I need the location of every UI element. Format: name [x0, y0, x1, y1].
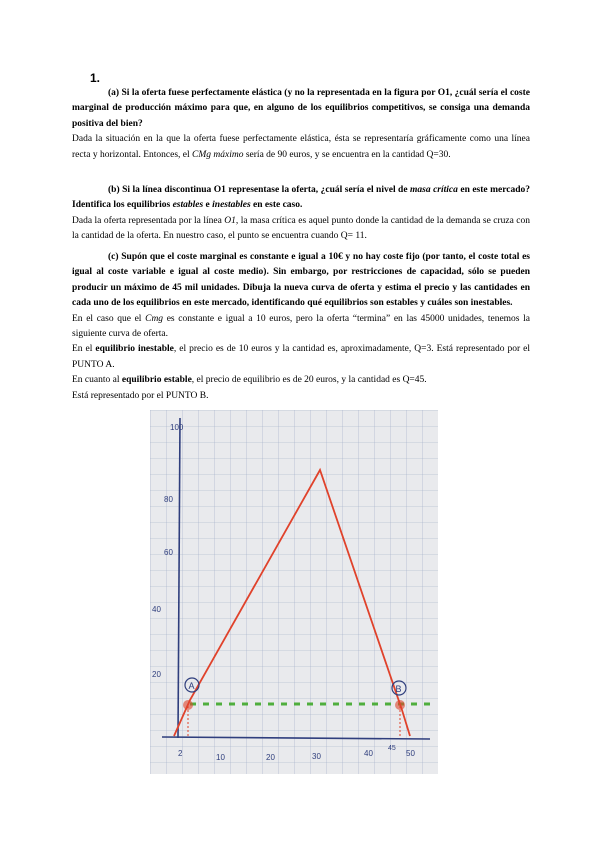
section-a [72, 86, 530, 163]
question-number: 1. [90, 71, 101, 85]
section-c [72, 250, 530, 404]
x-tick: 30 [312, 752, 321, 761]
y-tick: 20 [152, 670, 161, 679]
question-c: (c) Supón que el coste marginal es constante e igual a 10€ y no hay coste fijo (por tanto, el coste total es igual al coste variable e igual al coste medio). Sin embargo, por restricciones de capacidad, sólo se pueden producir un máximo de 45 mil unidades. Dibuja la nueva curva de oferta y estima el precio y las cantidades en cada uno de los equilibrios en este mercado, identificando qué equilibrios son estables y cuáles son inestables. [72, 252, 530, 309]
hand-drawn-graph [150, 410, 438, 774]
question-b: (b) Si la línea discontinua O1 representase la oferta, ¿cuál sería el nivel de masa crítica en este mercado? Identifica los equilibrios estables e inestables en este caso. [72, 185, 531, 211]
point-b-marker [395, 700, 405, 710]
section-b [72, 183, 530, 245]
answer-c-line2: En el equilibrio inestable, el precio es de 10 euros y la cantidad es, aproximadamente, Q=3. Está representado por el PUNTO A. [72, 344, 530, 370]
answer-c-line3: En cuanto al equilibrio estable, el precio de equilibrio es de 20 euros, y la cantidad es Q=45. [72, 375, 427, 386]
answer-b: Dada la oferta representada por la línea O1, la masa crítica es aquel punto donde la cantidad de la demanda se cruza con la cantidad de la oferta. En nuestro caso, el punto se encuentra cuando Q= 11. [72, 215, 530, 242]
point-a-label: A [188, 681, 195, 691]
answer-c-line4: Está representado por el PUNTO B. [72, 390, 209, 401]
y-tick: 40 [152, 605, 161, 614]
y-tick: 80 [164, 495, 173, 504]
x-tick: 40 [364, 749, 373, 758]
graph-grid [150, 410, 438, 774]
x-tick: 10 [216, 753, 225, 762]
y-tick: 100 [170, 423, 184, 432]
x-tick: 45 [388, 745, 396, 752]
answer-c-line1: En el caso que el Cmg es constante e igual a 10 euros, pero la oferta “termina” en las 45000 unidades, tenemos la siguiente curva de oferta. [72, 313, 530, 340]
point-a-marker [183, 700, 193, 710]
x-tick: 20 [266, 753, 275, 762]
answer-a: Dada la situación en la que la oferta fuese perfectamente elástica, ésta se representaría gráficamente como una línea recta y horizontal. Entonces, el CMg máximo sería de 90 euros, y se encuentra en la cantidad Q=30. [72, 134, 530, 160]
point-b-label: B [395, 684, 402, 694]
question-a: (a) Si la oferta fuese perfectamente elástica (y no la representada en la figura por O1, ¿cuál sería el coste marginal de producción máximo para que, en alguno de los equilibrios competitivos, se consiga una demanda positiva del bien? [72, 88, 530, 129]
x-tick: 2 [178, 749, 183, 758]
y-tick: 60 [164, 548, 173, 557]
x-tick: 50 [406, 749, 415, 758]
